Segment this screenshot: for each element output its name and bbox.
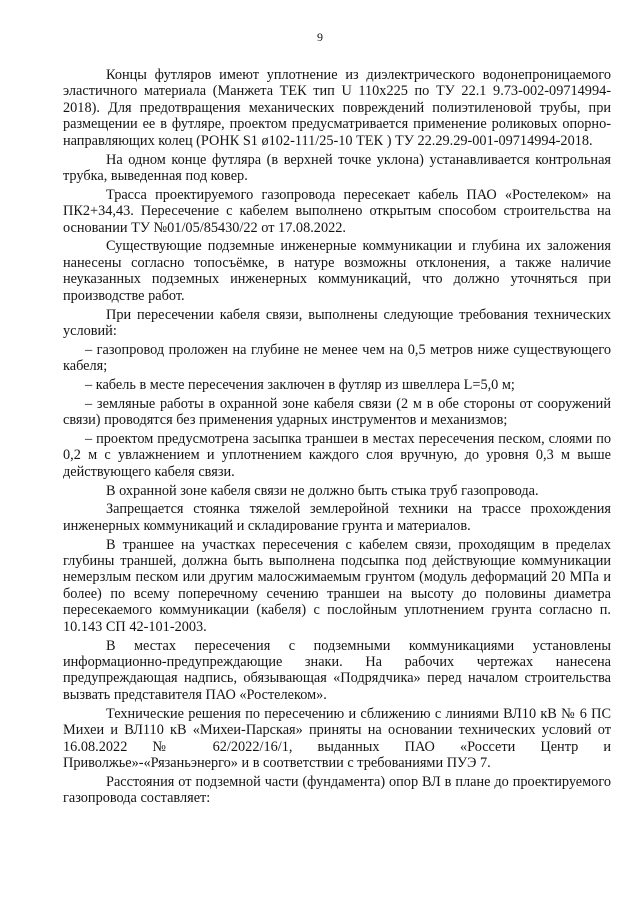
paragraph: Концы футляров имеют уплотнение из диэлектрического водонепроницаемого эластичного материала (Манжета ТЕК тип U 110х225 по ТУ 22.1 9.73-002-09714994-2018). Для предотвращения механических повреждений полиэтиленовой трубы, при размещении ее в футляре, проектом предусматривается применение роликовых опорно-направляющих колец (РОНК S1 ø102-111/25-10 ТЕК ) ТУ 22.29.29-001-09714994-2018. xyxy=(63,67,611,149)
paragraph: В охранной зоне кабеля связи не должно быть стыка труб газопровода. xyxy=(106,482,539,499)
page-number: 9 xyxy=(317,30,323,44)
paragraph: На одном конце футляра (в верхней точке уклона) устанавливается контрольная трубка, выведенная под ковер. xyxy=(63,151,611,185)
list-item: – земляные работы в охранной зоне кабеля связи (2 м в обе стороны от сооружений связи) проводятся без применения ударных инструментов и механизмов; xyxy=(63,395,611,429)
paragraph: В местах пересечения с подземными коммуникациями установлены информационно-предупреждающие знаки. На рабочих чертежах нанесена предупреждающая надпись, обязывающая «Подрядчика» перед началом строительства вызвать представителя ПАО «Ростелеком». xyxy=(63,637,611,703)
paragraph: В траншее на участках пересечения с кабелем связи, проходящим в пределах глубины траншей, должна быть выполнена подсыпка под действующие коммуникации немерзлым песком или другим малосжимаемым грунтом (модуль деформаций 20 МПа и более) по всему поперечному сечению траншеи на высоту до половины диаметра пересекаемого коммуникации (кабеля) с послойным уплотнением грунта согласно п. 10.143 СП 42-101-2003. xyxy=(63,536,611,635)
paragraph: Технические решения по пересечению и сближению с линиями ВЛ10 кВ № 6 ПС Михеи и ВЛ110 кВ «Михеи-Парская» приняты на основании технических условий от 16.08.2022 № 62/2022/16/1, выданных ПАО «Россети Центр и Приволжье»-«Рязаньэнерго» и в соответствии с требованиями ПУЭ 7. xyxy=(63,705,611,771)
paragraph: При пересечении кабеля связи, выполнены следующие требования технических условий: xyxy=(63,306,611,339)
paragraph: Существующие подземные инженерные коммуникации и глубина их заложения нанесены согласно топосъёмке, в натуре возможны отклонения, а также наличие неуказанных подземных инженерных коммуникаций, что должно уточняться при производстве работ. xyxy=(63,238,611,304)
paragraph: Запрещается стоянка тяжелой землеройной техники на трассе прохождения инженерных коммуникаций и складирование грунта и материалов. xyxy=(63,501,611,534)
paragraph: Расстояния от подземной части (фундамента) опор ВЛ в плане до проектируемого газопровода составляет: xyxy=(63,773,611,807)
list-item: – кабель в месте пересечения заключен в футляр из швеллера L=5,0 м; xyxy=(85,376,515,393)
body-text xyxy=(63,67,611,809)
list-item: – проектом предусмотрена засыпка траншеи в местах пересечения песком, слоями по 0,2 м с увлажнением и уплотнением каждого слоя вручную, до уровня 0,3 м выше действующего кабеля связи. xyxy=(63,430,611,480)
paragraph: Трасса проектируемого газопровода пересекает кабель ПАО «Ростелеком» на ПК2+34,43. Пересечение с кабелем выполнено открытым способом строительства на основании ТУ №01/05/85430/22 от 17.08.2022. xyxy=(63,186,611,236)
list-item: – газопровод проложен на глубине не менее чем на 0,5 метров ниже существующего кабеля; xyxy=(63,341,611,375)
